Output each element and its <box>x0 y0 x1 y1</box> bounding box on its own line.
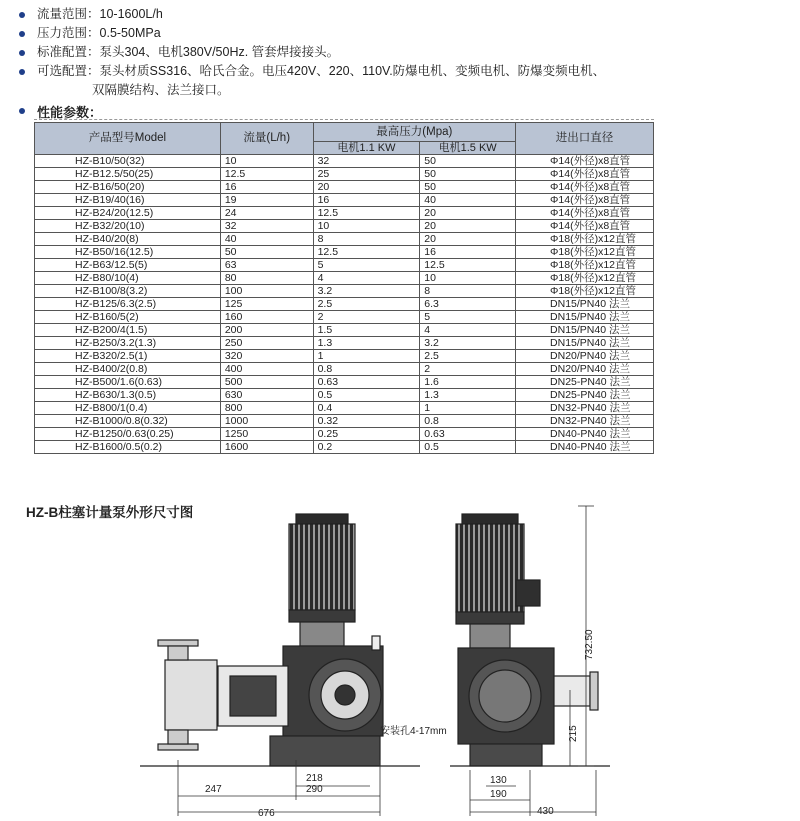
cell-pressure-1-5kw: 20 <box>420 207 516 220</box>
cell-flow: 19 <box>220 194 313 207</box>
cell-pressure-1-5kw: 5 <box>420 311 516 324</box>
cell-pressure-1-5kw: 0.5 <box>420 441 516 454</box>
spec-label: 可选配置： <box>37 64 100 78</box>
cell-model: HZ-B40/20(8) <box>35 233 221 246</box>
dim-190: 190 <box>490 789 507 800</box>
cell-model: HZ-B125/6.3(2.5) <box>35 298 221 311</box>
cell-flow: 50 <box>220 246 313 259</box>
mounting-hole-label: 安装孔4-17mm <box>380 726 447 737</box>
cell-flow: 80 <box>220 272 313 285</box>
cell-pressure-1-1kw: 0.5 <box>313 389 420 402</box>
cell-model: HZ-B200/4(1.5) <box>35 324 221 337</box>
base-front <box>470 744 542 766</box>
cell-pressure-1-5kw: 16 <box>420 246 516 259</box>
cell-model: HZ-B400/2(0.8) <box>35 363 221 376</box>
motor-body-front <box>456 524 524 612</box>
cell-port: DN40-PN40 法兰 <box>516 428 654 441</box>
cell-pressure-1-1kw: 0.63 <box>313 376 420 389</box>
cell-pressure-1-5kw: 6.3 <box>420 298 516 311</box>
motor-flange <box>300 622 344 646</box>
spec-text: 0.5-50MPa <box>99 26 161 40</box>
cell-port: DN32-PN40 法兰 <box>516 415 654 428</box>
cell-pressure-1-5kw: 0.8 <box>420 415 516 428</box>
cell-pressure-1-1kw: 25 <box>313 168 420 181</box>
cell-model: HZ-B1600/0.5(0.2) <box>35 441 221 454</box>
cell-model: HZ-B1250/0.63(0.25) <box>35 428 221 441</box>
cell-pressure-1-5kw: 12.5 <box>420 259 516 272</box>
cell-pressure-1-1kw: 1.5 <box>313 324 420 337</box>
cell-pressure-1-1kw: 2 <box>313 311 420 324</box>
cell-pressure-1-1kw: 5 <box>313 259 420 272</box>
cell-pressure-1-1kw: 4 <box>313 272 420 285</box>
cell-pressure-1-5kw: 1 <box>420 402 516 415</box>
dim-247: 247 <box>205 784 222 795</box>
cell-pressure-1-5kw: 2 <box>420 363 516 376</box>
cell-pressure-1-5kw: 20 <box>420 220 516 233</box>
cell-flow: 800 <box>220 402 313 415</box>
cell-port: DN15/PN40 法兰 <box>516 298 654 311</box>
cell-flow: 400 <box>220 363 313 376</box>
cell-flow: 1600 <box>220 441 313 454</box>
cell-pressure-1-1kw: 1.3 <box>313 337 420 350</box>
cell-flow: 1250 <box>220 428 313 441</box>
cell-pressure-1-5kw: 50 <box>420 181 516 194</box>
cell-flow: 40 <box>220 233 313 246</box>
cell-pressure-1-1kw: 2.5 <box>313 298 420 311</box>
dim-676: 676 <box>258 808 275 819</box>
motor-fan-cap <box>296 514 348 524</box>
cell-pressure-1-1kw: 0.8 <box>313 363 420 376</box>
motor-body-side <box>289 524 355 610</box>
cell-port: DN25-PN40 法兰 <box>516 376 654 389</box>
cell-model: HZ-B16/50(20) <box>35 181 221 194</box>
cell-port: Φ14(外径)x8直管 <box>516 155 654 168</box>
cell-port: DN20/PN40 法兰 <box>516 363 654 376</box>
cell-pressure-1-1kw: 8 <box>313 233 420 246</box>
cell-pressure-1-5kw: 1.6 <box>420 376 516 389</box>
cell-model: HZ-B63/12.5(5) <box>35 259 221 272</box>
cell-port: Φ14(外径)x8直管 <box>516 168 654 181</box>
cell-model: HZ-B32/20(10) <box>35 220 221 233</box>
cell-flow: 63 <box>220 259 313 272</box>
cell-pressure-1-1kw: 0.25 <box>313 428 420 441</box>
dim-215: 215 <box>568 725 579 742</box>
dim-290: 290 <box>306 784 323 795</box>
cell-flow: 320 <box>220 350 313 363</box>
cell-flow: 500 <box>220 376 313 389</box>
cell-model: HZ-B24/20(12.5) <box>35 207 221 220</box>
cell-flow: 1000 <box>220 415 313 428</box>
oil-plug <box>372 636 380 650</box>
cell-port: Φ14(外径)x8直管 <box>516 194 654 207</box>
cell-model: HZ-B500/1.6(0.63) <box>35 376 221 389</box>
cell-model: HZ-B50/16(12.5) <box>35 246 221 259</box>
cell-port: DN32-PN40 法兰 <box>516 402 654 415</box>
cell-pressure-1-1kw: 1 <box>313 350 420 363</box>
cell-pressure-1-5kw: 50 <box>420 155 516 168</box>
cell-port: Φ14(外径)x8直管 <box>516 181 654 194</box>
cell-port: Φ14(外径)x8直管 <box>516 207 654 220</box>
dim-732-50: 732.50 <box>584 629 595 660</box>
cell-port: Φ18(外径)x12直管 <box>516 272 654 285</box>
cell-pressure-1-5kw: 0.63 <box>420 428 516 441</box>
cell-model: HZ-B80/10(4) <box>35 272 221 285</box>
spec-label: 压力范围： <box>37 26 100 40</box>
dim-130: 130 <box>490 775 507 786</box>
cell-pressure-1-1kw: 0.4 <box>313 402 420 415</box>
cell-pressure-1-1kw: 12.5 <box>313 246 420 259</box>
cell-flow: 160 <box>220 311 313 324</box>
performance-title: 性能参数： <box>37 105 103 120</box>
pump-base <box>270 736 380 766</box>
cell-flow: 100 <box>220 285 313 298</box>
cell-model: HZ-B800/1(0.4) <box>35 402 221 415</box>
cell-port: Φ18(外径)x12直管 <box>516 259 654 272</box>
cell-port: Φ18(外径)x12直管 <box>516 233 654 246</box>
cell-flow: 125 <box>220 298 313 311</box>
cell-port: DN20/PN40 法兰 <box>516 350 654 363</box>
cell-model: HZ-B10/50(32) <box>35 155 221 168</box>
spec-text-continued: 双隔膜结构、法兰接口。 <box>92 83 230 97</box>
cell-flow: 12.5 <box>220 168 313 181</box>
cell-port: DN15/PN40 法兰 <box>516 324 654 337</box>
cell-pressure-1-5kw: 3.2 <box>420 337 516 350</box>
spec-text: 10-1600L/h <box>99 7 163 21</box>
cell-pressure-1-1kw: 20 <box>313 181 420 194</box>
header-model: 产品型号Model <box>35 123 221 155</box>
cell-flow: 250 <box>220 337 313 350</box>
header-flow: 流量(L/h) <box>220 123 313 155</box>
header-port-diameter: 进出口直径 <box>516 123 654 155</box>
cell-model: HZ-B19/40(16) <box>35 194 221 207</box>
cell-port: Φ18(外径)x12直管 <box>516 285 654 298</box>
spec-label: 标准配置： <box>37 45 100 59</box>
cell-port: DN25-PN40 法兰 <box>516 389 654 402</box>
cell-model: HZ-B320/2.5(1) <box>35 350 221 363</box>
cell-pressure-1-5kw: 4 <box>420 324 516 337</box>
dim-430: 430 <box>537 806 554 817</box>
cell-flow: 32 <box>220 220 313 233</box>
motor-fan-cap-front <box>462 514 518 524</box>
side-view <box>140 514 420 766</box>
cell-pressure-1-1kw: 12.5 <box>313 207 420 220</box>
junction-box <box>516 580 540 606</box>
cell-pressure-1-5kw: 1.3 <box>420 389 516 402</box>
spec-label: 流量范围： <box>37 7 100 21</box>
header-max-pressure: 最高压力(Mpa) <box>313 123 515 142</box>
spec-text: 泵头材质SS316、哈氏合金。电压420V、220、110V.防爆电机、变频电机、防爆变频电机、 <box>99 64 606 78</box>
cell-model: HZ-B250/3.2(1.3) <box>35 337 221 350</box>
cell-pressure-1-1kw: 3.2 <box>313 285 420 298</box>
cell-model: HZ-B160/5(2) <box>35 311 221 324</box>
cell-pressure-1-5kw: 8 <box>420 285 516 298</box>
cell-model: HZ-B100/8(3.2) <box>35 285 221 298</box>
cell-flow: 630 <box>220 389 313 402</box>
cell-pressure-1-5kw: 40 <box>420 194 516 207</box>
cell-pressure-1-1kw: 0.2 <box>313 441 420 454</box>
cell-port: Φ18(外径)x12直管 <box>516 246 654 259</box>
header-motor-1-5kw: 电机1.5 KW <box>420 142 516 155</box>
cell-port: DN15/PN40 法兰 <box>516 337 654 350</box>
cell-model: HZ-B12.5/50(25) <box>35 168 221 181</box>
cell-pressure-1-5kw: 50 <box>420 168 516 181</box>
spec-text: 泵头304、电机380V/50Hz. 管套焊接接头。 <box>99 45 340 59</box>
pump-head <box>165 660 217 730</box>
cell-model: HZ-B630/1.3(0.5) <box>35 389 221 402</box>
cell-pressure-1-1kw: 32 <box>313 155 420 168</box>
cell-pressure-1-1kw: 10 <box>313 220 420 233</box>
outlet-valve <box>554 676 590 706</box>
dim-218: 218 <box>306 773 323 784</box>
cell-port: DN40-PN40 法兰 <box>516 441 654 454</box>
cell-flow: 24 <box>220 207 313 220</box>
figure-title: HZ-B柱塞计量泵外形尺寸图 <box>26 505 194 520</box>
cell-flow: 200 <box>220 324 313 337</box>
cell-pressure-1-5kw: 20 <box>420 233 516 246</box>
cell-pressure-1-1kw: 16 <box>313 194 420 207</box>
cell-port: Φ14(外径)x8直管 <box>516 220 654 233</box>
cell-pressure-1-1kw: 0.32 <box>313 415 420 428</box>
cell-port: DN15/PN40 法兰 <box>516 311 654 324</box>
header-motor-1-1kw: 电机1.1 KW <box>313 142 420 155</box>
cell-pressure-1-5kw: 10 <box>420 272 516 285</box>
cell-model: HZ-B1000/0.8(0.32) <box>35 415 221 428</box>
cell-pressure-1-5kw: 2.5 <box>420 350 516 363</box>
cell-flow: 10 <box>220 155 313 168</box>
cell-flow: 16 <box>220 181 313 194</box>
